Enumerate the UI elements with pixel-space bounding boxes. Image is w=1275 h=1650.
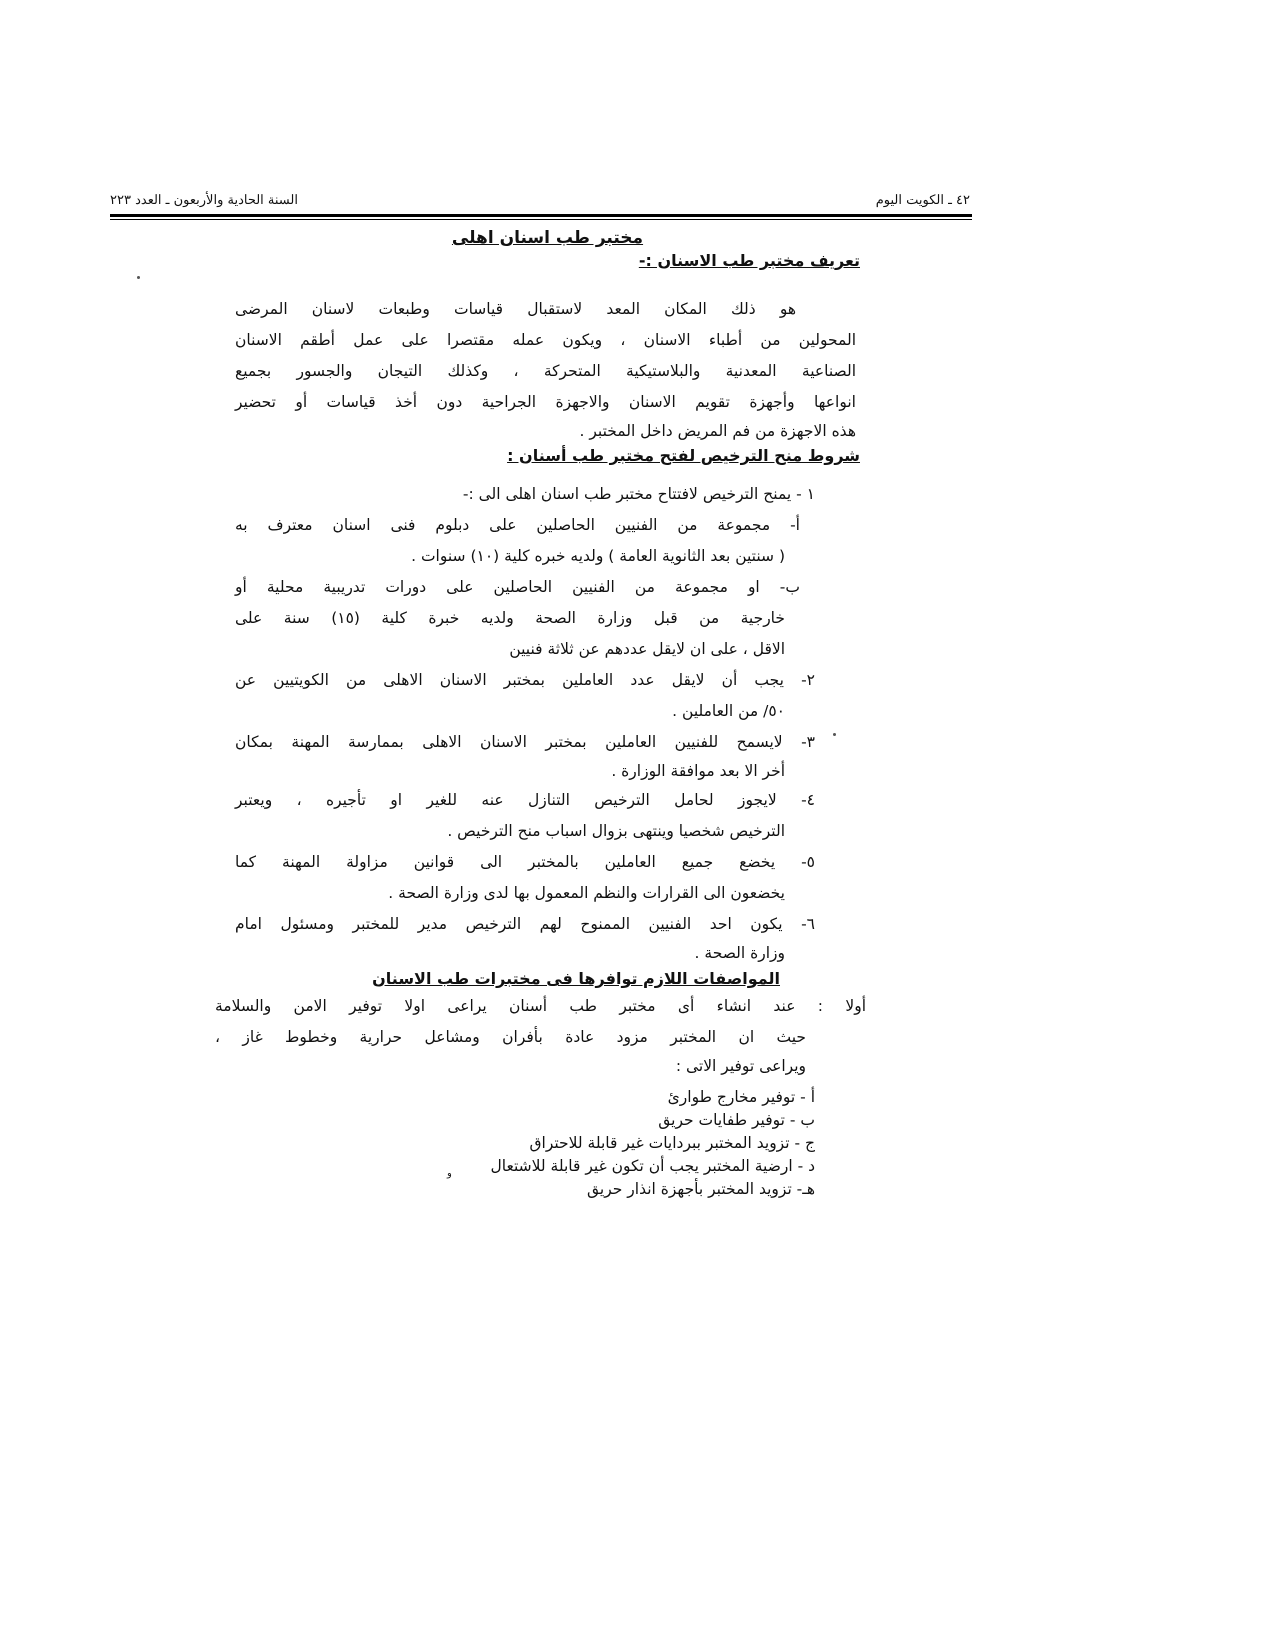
header-rule-thin <box>110 219 972 220</box>
specs-safety-list <box>235 1080 860 1201</box>
header-rule-thick <box>110 214 972 217</box>
condition-item-1a <box>235 510 860 572</box>
condition-line: خارجية من قبل وزارة الصحة ولديه خبرة كلية (١٥) سنة على <box>235 609 785 627</box>
specs-line: ويراعى توفير الاتى : <box>675 1057 806 1075</box>
header-issue-info: السنة الحادية والأربعون ـ العدد ٢٢٣ <box>110 193 298 208</box>
stray-mark: و <box>447 1168 452 1179</box>
condition-item-6 <box>235 909 860 967</box>
condition-line: وزارة الصحة . <box>694 944 785 962</box>
condition-line: الاقل ، على ان لايقل عددهم عن ثلاثة فنيين <box>509 640 785 658</box>
list-item: أ - توفير مخارج طوارئ <box>667 1088 815 1106</box>
list-item: ب - توفير طفايات حريق <box>658 1111 815 1129</box>
condition-item-3 <box>235 727 860 785</box>
definition-paragraph <box>235 272 860 445</box>
condition-item-4 <box>235 785 860 847</box>
condition-line: يخضعون الى القرارات والنظم المعمول بها لدى وزارة الصحة . <box>388 884 785 902</box>
specs-line: أولا : عند انشاء أى مختبر طب أسنان يراعى اولا توفير الامن والسلامة <box>215 997 866 1015</box>
definition-heading: تعريف مختبر طب الاسنان :- <box>638 251 860 270</box>
condition-line: ٤- لايجوز لحامل الترخيص التنازل عنه للغير او تأجيره ، ويعتبر <box>235 791 815 809</box>
scan-speck <box>137 276 140 279</box>
condition-line: ٦- يكون احد الفنيين الممنوح لهم الترخيص مدير للمختبر ومسئول امام <box>235 915 815 933</box>
specs-heading: المواصفات اللازم توافرها فى مختبرات طب الاسنان <box>372 969 780 988</box>
condition-line: ٥- يخضع جميع العاملين بالمختبر الى قوانين مزاولة المهنة كما <box>235 853 815 871</box>
document-body <box>215 226 866 1201</box>
list-item: د - ارضية المختبر يجب أن تكون غير قابلة للاشتعال <box>490 1157 815 1175</box>
condition-line: ١ - يمنح الترخيص لافتتاح مختبر طب اسنان اهلى الى :- <box>462 485 815 503</box>
condition-line: أخر الا بعد موافقة الوزارة . <box>611 762 785 780</box>
condition-line: ٥٠/ من العاملين . <box>672 702 785 720</box>
definition-line: انواعها وأجهزة تقويم الاسنان والاجهزة الجراحية دون أخذ قياسات أو تحضير <box>235 393 856 411</box>
definition-line: هو ذلك المكان المعد لاستقبال قياسات وطبعات لاسنان المرضى <box>235 300 796 318</box>
page-header <box>110 193 970 215</box>
document-title: مختبر طب اسنان اهلى <box>451 228 644 248</box>
condition-line: أ- مجموعة من الفنيين الحاصلين على دبلوم فنى اسنان معترف به <box>235 516 800 534</box>
list-item: ج - تزويد المختبر ببردايات غير قابلة للاحتراق <box>529 1134 815 1152</box>
condition-line: ٣- لايسمح للفنيين العاملين بمختبر الاسنان الاهلى بممارسة المهنة بمكان <box>235 733 815 751</box>
condition-line: ب- او مجموعة من الفنيين الحاصلين على دورات تدريبية محلية أو <box>235 578 800 596</box>
specs-line: حيث ان المختبر مزود عادة بأفران ومشاعل حرارية وخطوط غاز ، <box>215 1028 806 1046</box>
condition-item-2 <box>235 665 860 727</box>
condition-item-1 <box>235 467 860 510</box>
specs-first-item <box>215 991 866 1080</box>
condition-item-1b <box>235 572 860 665</box>
conditions-heading: شروط منح الترخيص لفتح مختبر طب أسنان : <box>507 446 860 465</box>
header-page-number: ٤٢ ـ الكويت اليوم <box>875 193 970 208</box>
definition-line: الصناعية المعدنية والبلاستيكية المتحركة ، وكذلك التيجان والجسور بجميع <box>235 362 856 380</box>
definition-line: هذه الاجهزة من فم المريض داخل المختبر . <box>579 422 856 440</box>
condition-line: الترخيص شخصيا وينتهى بزوال اسباب منح الترخيص . <box>447 822 785 840</box>
scan-speck <box>833 733 836 736</box>
condition-item-5 <box>235 847 860 909</box>
definition-line: المحولين من أطباء الاسنان ، ويكون عمله مقتصرا على عمل أطقم الاسنان <box>235 331 856 349</box>
condition-line: ( سنتين بعد الثانوية العامة ) ولديه خبره كلية (١٠) سنوات . <box>411 547 785 565</box>
condition-line: ٢- يجب أن لايقل عدد العاملين بمختبر الاسنان الاهلى من الكويتيين عن <box>235 671 815 689</box>
list-item: هـ- تزويد المختبر بأجهزة انذار حريق <box>586 1180 815 1198</box>
